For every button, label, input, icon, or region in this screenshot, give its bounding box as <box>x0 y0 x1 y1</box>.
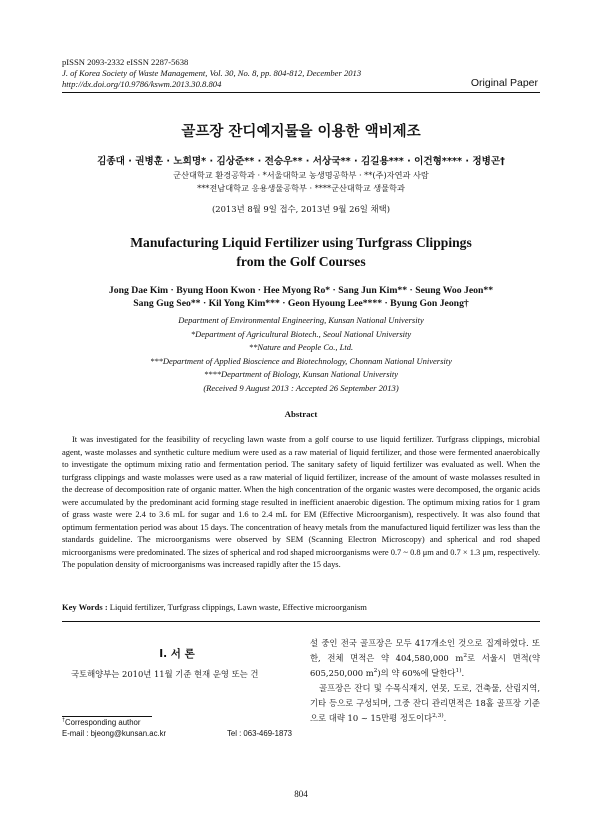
english-title <box>62 233 540 271</box>
english-affiliations <box>62 314 540 382</box>
body-text: 골프장은 잔디 및 수목식재지, 연못, 도로, 건축물, 산림지역, 기타 등으로 구성되며, 그중 잔디 관리면적은 18홀 골프장 기준으로 대략 10 ~ 15만평 정도이다 <box>310 683 540 723</box>
body-text: 로 서울시 면적(약 605,250,000 m <box>310 653 541 678</box>
abstract-body <box>62 433 540 571</box>
journal-citation: J. of Korea Society of Waste Management, Vol. 30, No. 8, pp. 804-812, December 2013 <box>62 68 362 79</box>
page-number: 804 <box>294 789 308 799</box>
body-left-column <box>62 641 292 682</box>
footnote <box>62 717 292 739</box>
citation-ref: 1) <box>455 668 462 675</box>
author-tel: Tel : 063-469-1873 <box>226 729 292 738</box>
footnote-contact <box>62 728 292 739</box>
journal-header <box>62 57 462 91</box>
korean-affiliations <box>62 169 540 195</box>
keywords-label: Key Words : <box>62 602 108 612</box>
korean-dates: (2013년 8월 9일 접수, 2013년 9월 26일 채택) <box>211 204 390 214</box>
doi-link[interactable]: http://dx.doi.org/10.9786/kswm.2013.30.8.804 <box>62 79 222 90</box>
body-text: . <box>443 713 447 723</box>
keywords <box>62 602 540 612</box>
english-affiliation: ****Department of Biology, Kunsan National University <box>203 369 399 380</box>
abstract-rule <box>62 621 540 622</box>
abstract-heading: Abstract <box>284 409 318 419</box>
body-paragraph: 국토해양부는 2010년 11월 기준 현재 운영 또는 건 <box>71 669 259 679</box>
english-affiliation: **Nature and People Co., Ltd. <box>248 342 354 353</box>
dagger-mark: † <box>62 717 66 724</box>
abstract-text: It was investigated for the feasibility of recycling lawn waste from a golf course to use liquid fertilizer. Turfgrass clippings, microbial agent, waste molasses and synthetic culture medium were used as a raw material of liquid fertilizer, and those were fermented anaerobically to investigate the optimum mixing ratio and fermentation period. The sanitary safety of liquid fertilizer was evaluated as well. When the turfgrass clippings and waste molasses were used as a raw material of liquid fertilizer, increase of the amount of waste molasses resulted in the decrease of decomposition rate of organic matter. When the high concentration of the organic wastes were decomposed, the organic acids were accumulated by the predominant acid forming stage resulted in inefficient anaerobic digestion. The optimum mixing ratios for 1 gram of grass waste were 2.4 to 3.6 mL for sugar and 1.6 to 2.4 mL for EM (Effective Microorganism), respectively. It was also found that optimum fermentation period was about 15 days. The concentration of heavy metals from the manufactured liquid fertilizer was less than the standards guideline. The microorganisms were observed by SEM (Scanning Electron Microscopy) and spherical and rod shaped microorganisms were predominated. The sizes of spherical and rod shaped microorganisms were 0.7 ~ 0.8 μm and 0.7 × 1.3 μm, respectively. The population density of microorganisms was increased rapidly after the 15 days. <box>62 434 541 569</box>
body-paragraph <box>310 636 540 681</box>
english-authors <box>62 284 540 310</box>
english-affiliation: ***Department of Applied Bioscience and Biotechnology, Chonnam National University <box>150 355 452 366</box>
korean-affiliation-line: ***전남대학교 응용생물공학부 · ****군산대학교 생물학과 <box>197 183 405 193</box>
body-text: )의 약 60%에 달한다 <box>377 668 456 678</box>
english-authors-line: Sang Gug Seo** · Kil Yong Kim*** · Geon Hyoung Lee**** · Byung Gon Jeong† <box>133 298 469 309</box>
korean-authors: 김종대 · 권병훈 · 노희명* · 김상준** · 전승우** · 서상국** · 김길용*** · 이건형**** · 정병곤† <box>97 156 505 167</box>
superscript: 2 <box>373 668 378 675</box>
korean-affiliation-line: 군산대학교 환경공학과 · *서울대학교 농생명공학부 · **(주)자연과 사람 <box>173 170 429 180</box>
issn: pISSN 2093-2332 eISSN 2287-5638 <box>62 57 189 67</box>
footnote-label <box>62 717 292 728</box>
author-email[interactable]: E-mail : bjeong@kunsan.ac.kr <box>62 729 167 738</box>
body-paragraph <box>310 681 540 726</box>
section-heading: I. 서 론 <box>159 648 195 660</box>
english-affiliation: Department of Environmental Engineering, Kunsan National University <box>178 315 424 325</box>
paper-type: Original Paper <box>470 77 538 89</box>
english-dates: (Received 9 August 2013 : Accepted 26 September 2013) <box>203 383 399 393</box>
header-rule <box>62 92 540 93</box>
keywords-text: Liquid fertilizer, Turfgrass clippings, Lawn waste, Effective microorganism <box>109 602 367 612</box>
english-authors-line: Jong Dae Kim · Byung Hoon Kwon · Hee Myong Ro* · Sang Jun Kim** · Seung Woo Jeon** <box>108 285 494 296</box>
body-text: 설 중인 전국 골프장은 모두 417개소인 것으로 집계하였다. 또한, 전체 면적은 약 404,580,000 m <box>310 638 540 663</box>
corresponding-author-label: Corresponding author <box>65 718 141 727</box>
english-title-line: Manufacturing Liquid Fertilizer using Turfgrass Clippings <box>130 235 472 250</box>
english-affiliation: *Department of Agricultural Biotech., Seoul National University <box>190 328 412 339</box>
body-right-column <box>310 636 540 726</box>
korean-title: 골프장 잔디예지물을 이용한 액비제조 <box>181 124 421 140</box>
citation-ref: 2,3) <box>432 713 444 720</box>
body-text: . <box>461 668 465 678</box>
english-title-line: from the Golf Courses <box>236 254 366 269</box>
superscript: 2 <box>463 653 468 660</box>
